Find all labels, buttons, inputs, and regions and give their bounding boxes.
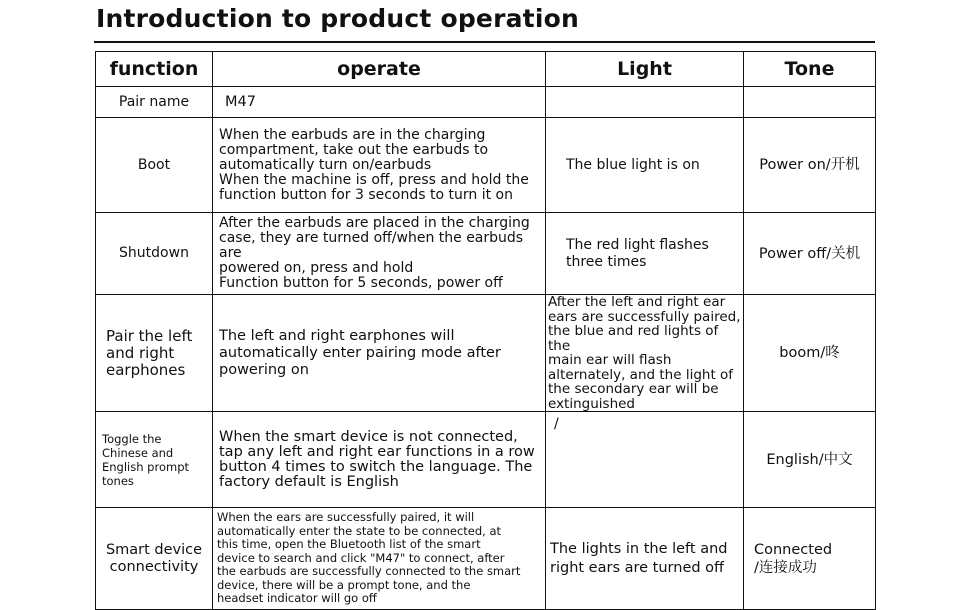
- header-tone: Tone: [744, 52, 876, 87]
- title-underline: [94, 41, 875, 43]
- cell-tone: boom/咚: [744, 295, 876, 412]
- table-row: [96, 213, 876, 295]
- cell-light: After the left and right ear ears are successfully paired, the blue and red lights of the main ear will flash alternately, and the light of the secondary ear will be extinguished: [546, 295, 744, 412]
- table-row: [96, 118, 876, 213]
- header-light: Light: [546, 52, 744, 87]
- table-row: [96, 295, 876, 412]
- table-row: [96, 508, 876, 610]
- cell-function: Smart device connectivity: [96, 508, 213, 610]
- cell-function: Shutdown: [96, 213, 213, 295]
- cell-operate: When the earbuds are in the charging compartment, take out the earbuds to automatically turn on/earbuds When the machine is off, press and hold the function button for 3 seconds to turn it on: [213, 118, 546, 213]
- cell-light: [546, 87, 744, 118]
- cell-light: The lights in the left and right ears are turned off: [546, 508, 744, 610]
- cell-tone: Power off/关机: [744, 213, 876, 295]
- table-row: [96, 412, 876, 508]
- page-title: Introduction to product operation: [96, 4, 579, 33]
- header-operate: operate: [213, 52, 546, 87]
- cell-tone: English/中文: [744, 412, 876, 508]
- cell-function: Toggle the Chinese and English prompt tones: [96, 412, 213, 508]
- operation-table: [95, 51, 876, 610]
- cell-function: Pair the left and right earphones: [96, 295, 213, 412]
- table-row: [96, 87, 876, 118]
- cell-function: Boot: [96, 118, 213, 213]
- cell-tone: Connected /连接成功: [744, 508, 876, 610]
- cell-tone: [744, 87, 876, 118]
- cell-light: The red light flashes three times: [546, 213, 744, 295]
- cell-light: The blue light is on: [546, 118, 744, 213]
- cell-operate: When the ears are successfully paired, it will automatically enter the state to be connected, at this time, open the Bluetooth list of the smart device to search and click "M47" to connect, after the earbuds are successfully connected to the smart device, there will be a prompt tone, and the headset indicator will go off: [213, 508, 546, 610]
- cell-tone: Power on/开机: [744, 118, 876, 213]
- cell-operate: M47: [213, 87, 546, 118]
- cell-operate: After the earbuds are placed in the charging case, they are turned off/when the earbuds are powered on, press and hold Function button for 5 seconds, power off: [213, 213, 546, 295]
- cell-function: Pair name: [96, 87, 213, 118]
- cell-operate: When the smart device is not connected, tap any left and right ear functions in a row button 4 times to switch the language. The factory default is English: [213, 412, 546, 508]
- cell-operate: The left and right earphones will automatically enter pairing mode after powering on: [213, 295, 546, 412]
- cell-light: /: [546, 412, 744, 508]
- table-header-row: [96, 52, 876, 87]
- header-function: function: [96, 52, 213, 87]
